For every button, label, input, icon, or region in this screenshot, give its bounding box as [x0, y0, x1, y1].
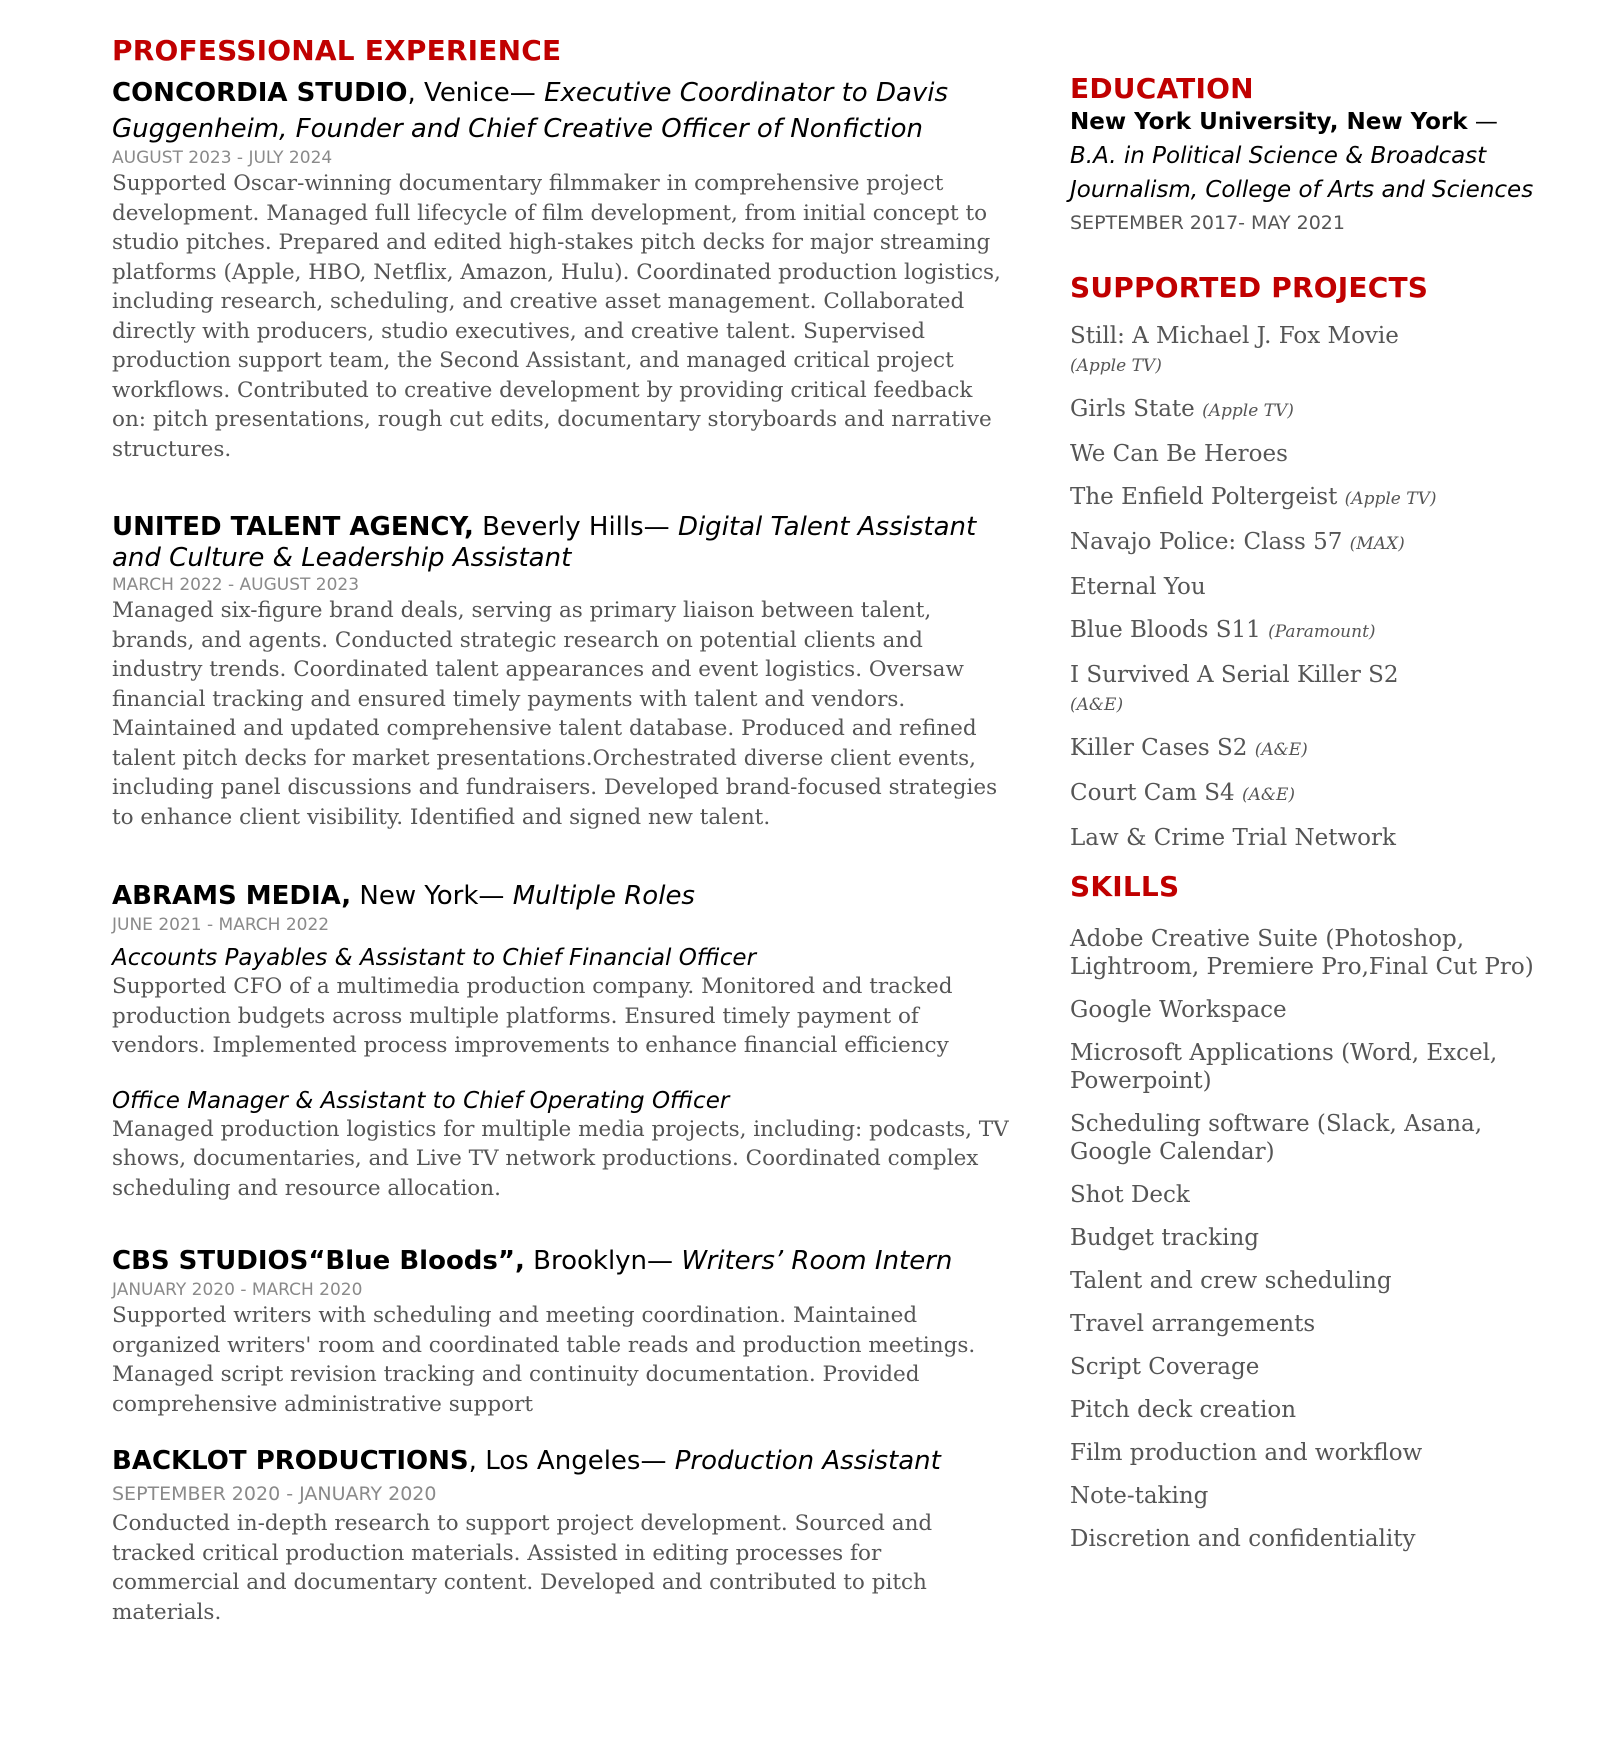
job-abrams — [112, 878, 1012, 1203]
education-dash: — — [1467, 109, 1498, 135]
skill-item: Microsoft Applications (Word, Excel, Powerpoint) — [1070, 1040, 1498, 1094]
job-header — [112, 1443, 1012, 1479]
job-uta — [112, 512, 1012, 832]
job-header — [112, 1243, 1012, 1279]
job-separator — [474, 512, 482, 542]
education-heading: EDUCATION — [1070, 72, 1254, 105]
job-description: Managed six-figure brand deals, serving as primary liaison between talent, brands, and agents. Conducted strategic research on potential clients and industry trends. Coordinated talent appearances and event logistics. Oversaw financial tracking and ensured timely payments with talent and vendors. Maintained and updated comprehensive talent database. Produced and refined talent pitch decks for market presentations.Orchestrated diverse client events, including panel discussions and fundraisers. Developed brand-focused strategies to enhance client visibility. Identified and signed new talent. — [112, 598, 998, 830]
sub-role-title: Office Manager & Assistant to Chief Operating Officer — [112, 1087, 730, 1114]
skills-heading: SKILLS — [1070, 870, 1180, 903]
education-entry — [1070, 105, 1540, 207]
job-separator — [525, 1246, 533, 1276]
job-org: BACKLOT PRODUCTIONS — [112, 1446, 469, 1476]
skills-list — [1070, 925, 1540, 1553]
job-cbs — [112, 1243, 1012, 1419]
job-dates: JUNE 2021 - MARCH 2022 — [112, 915, 330, 935]
job-description: Conducted in-depth research to support project development. Sourced and tracked critical production materials. Assisted in editing processes for commercial and documentary content. Developed and contributed to pitch materials. — [112, 1511, 933, 1625]
project-item — [1070, 395, 1540, 425]
job-concordia — [112, 75, 1012, 464]
skill-item: Talent and crew scheduling — [1070, 1268, 1392, 1294]
job-location: Venice— — [424, 78, 545, 108]
job-dates: JANUARY 2020 - MARCH 2020 — [112, 1280, 363, 1300]
projects-list — [1070, 322, 1540, 852]
sub-role-description: Managed production logistics for multiple media projects, including: podcasts, TV shows, documentaries, and Live TV network productions. Coordinated complex scheduling and resource allocation. — [112, 1116, 1009, 1201]
project-item — [1070, 483, 1540, 513]
project-item — [1070, 440, 1540, 468]
skill-item: Script Coverage — [1070, 1354, 1260, 1380]
job-org: CBS STUDIOS“Blue Bloods”, — [112, 1246, 525, 1276]
job-org: UNITED TALENT AGENCY, — [112, 512, 474, 542]
skill-item: Budget tracking — [1070, 1225, 1259, 1251]
project-name: I Survived A Serial Killer S2 — [1070, 662, 1399, 688]
skill-item: Google Workspace — [1070, 997, 1287, 1023]
job-location: Los Angeles— — [485, 1446, 675, 1476]
job-org: CONCORDIA STUDIO — [112, 78, 408, 108]
job-dates: MARCH 2022 - AUGUST 2023 — [112, 575, 360, 595]
job-header — [112, 512, 1012, 574]
sub-role-description: Supported CFO of a multimedia production company. Monitored and tracked production budgets across multiple platforms. Ensured timely payment of vendors. Implemented process improvements to enhance financial efficiency — [112, 974, 953, 1058]
project-network: (A&E) — [1070, 695, 1124, 715]
skill-item: Travel arrangements — [1070, 1311, 1316, 1337]
project-item — [1070, 661, 1540, 719]
project-name: Girls State — [1070, 396, 1195, 422]
project-name: Still: A Michael J. Fox Movie — [1070, 323, 1399, 349]
project-name: Law & Crime Trial Network — [1070, 825, 1396, 851]
job-description: Supported writers with scheduling and meeting coordination. Maintained organized writers' room and coordinated table reads and production meetings. Managed script revision tracking and continuity documentation. Provided comprehensive administrative support — [112, 1303, 976, 1417]
project-name: Blue Bloods S11 — [1070, 617, 1261, 643]
project-item — [1070, 824, 1540, 852]
project-network: (Apple TV) — [1344, 489, 1437, 509]
education-degree: B.A. in Political Science & Broadcast Journalism, College of Arts and Sciences — [1070, 143, 1534, 203]
job-role: Multiple Roles — [512, 881, 695, 911]
job-backlot — [112, 1443, 1012, 1627]
experience-column — [112, 34, 1012, 1627]
job-location: Brooklyn— — [533, 1246, 682, 1276]
sidebar-column — [1070, 72, 1540, 1568]
project-item — [1070, 779, 1540, 809]
job-location: New York— — [359, 881, 513, 911]
job-header — [112, 75, 1012, 147]
job-dates: SEPTEMBER 2020 - JANUARY 2020 — [112, 1483, 437, 1505]
project-network: (A&E) — [1241, 785, 1296, 805]
projects-heading: SUPPORTED PROJECTS — [1070, 271, 1429, 304]
project-name: Eternal You — [1070, 574, 1206, 600]
project-network: (Apple TV) — [1202, 401, 1294, 421]
skill-item: Adobe Creative Suite (Photoshop, Lightroom, Premiere Pro,Final Cut Pro) — [1070, 926, 1534, 980]
skill-item: Discretion and confidentiality — [1070, 1526, 1416, 1552]
sub-role-title: Accounts Payables & Assistant to Chief Financial Officer — [112, 945, 757, 971]
education-school: New York University, New York — [1070, 109, 1468, 135]
project-name: Killer Cases S2 — [1070, 735, 1248, 761]
job-role: Executive Coordinator to Davis Guggenheim, Founder and Chief Creative Officer of Nonfiction — [112, 78, 949, 144]
job-role: Writers’ Room Intern — [681, 1246, 953, 1276]
job-location: Beverly Hills— — [482, 512, 678, 542]
project-item — [1070, 528, 1540, 558]
project-item — [1070, 573, 1540, 601]
project-item — [1070, 616, 1540, 646]
skill-item: Shot Deck — [1070, 1182, 1190, 1208]
education-dates: SEPTEMBER 2017- MAY 2021 — [1070, 212, 1345, 234]
job-dates: AUGUST 2023 - JULY 2024 — [112, 148, 333, 168]
skill-item: Note-taking — [1070, 1483, 1209, 1509]
job-role: Production Assistant — [674, 1446, 941, 1476]
job-description: Supported Oscar-winning documentary filmmaker in comprehensive project development. Managed full lifecycle of film development, from initial concept to studio pitches. Prepared and edited high-stakes pitch decks for major streaming platforms (Apple, HBO, Netflix, Amazon, Hulu). Coordinated production logistics, including research, scheduling, and creative asset management. Collaborated directly with producers, studio executives, and creative talent. Supervised production support team, the Second Assistant, and managed critical project workflows. Contributed to creative development by providing critical feedback on: pitch presentations, rough cut edits, documentary storyboards and narrative structures. — [112, 171, 1001, 462]
job-header — [112, 878, 1012, 914]
project-item — [1070, 734, 1540, 764]
experience-heading: PROFESSIONAL EXPERIENCE — [112, 34, 562, 67]
project-name: The Enfield Poltergeist — [1070, 484, 1338, 510]
project-network: (Apple TV) — [1070, 356, 1162, 376]
project-name: Court Cam S4 — [1070, 780, 1235, 806]
job-separator: , — [407, 78, 425, 108]
project-name: Navajo Police: Class 57 — [1070, 529, 1343, 555]
skill-item: Film production and workflow — [1070, 1440, 1423, 1466]
job-separator: , — [468, 1446, 486, 1476]
project-item — [1070, 322, 1540, 380]
project-network: (A&E) — [1254, 740, 1308, 760]
project-name: We Can Be Heroes — [1070, 441, 1288, 467]
job-role: Digital Talent Assistant and Culture & Leadership Assistant — [112, 512, 977, 573]
skill-item: Scheduling software (Slack, Asana, Google Calendar) — [1070, 1111, 1483, 1165]
job-org: ABRAMS MEDIA, — [112, 881, 352, 911]
skill-item: Pitch deck creation — [1070, 1397, 1297, 1423]
project-network: (Paramount) — [1268, 622, 1376, 642]
project-network: (MAX) — [1349, 534, 1405, 554]
